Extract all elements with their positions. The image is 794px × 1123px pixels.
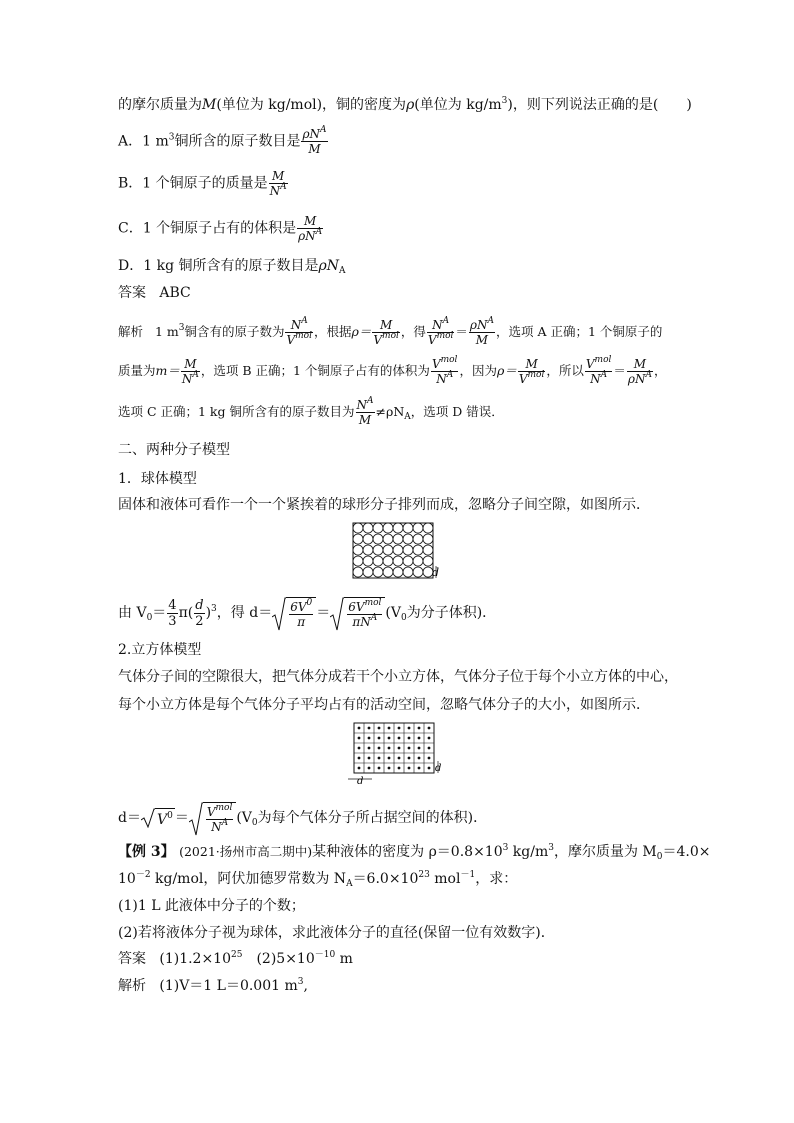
denominator: π xyxy=(297,615,306,629)
analysis-text: ，选项 D 错误． xyxy=(410,404,504,419)
equation-text: V xyxy=(156,811,168,828)
molecule-sphere xyxy=(363,523,373,533)
denominator: V xyxy=(518,372,528,386)
denominator: M xyxy=(358,413,372,427)
option-d xyxy=(118,257,345,275)
analysis-text: ，所以 xyxy=(546,363,584,378)
analysis-text: (1)V＝1 L＝0.001 m xyxy=(159,978,298,994)
stem-text: (单位为 kg/m xyxy=(414,97,502,113)
example-analysis xyxy=(118,977,308,995)
option-label: D．1 kg 铜所含有的原子数目是 xyxy=(118,258,319,274)
equation-text: m＝ xyxy=(155,363,180,378)
molecule-sphere xyxy=(393,545,403,555)
molecule-sphere xyxy=(353,523,363,533)
fraction xyxy=(289,600,313,629)
molecule-sphere xyxy=(383,567,393,577)
sphere-equation xyxy=(118,597,496,629)
fraction xyxy=(372,318,400,347)
example-line-2 xyxy=(118,870,517,888)
molecule-dot xyxy=(378,737,381,740)
denominator: πN xyxy=(352,615,371,629)
radical-sign xyxy=(272,597,286,631)
molecule-sphere xyxy=(393,556,403,566)
molecule-dot xyxy=(408,727,411,730)
fraction xyxy=(469,318,495,347)
fraction xyxy=(167,598,177,629)
fraction xyxy=(301,127,327,156)
cube-root xyxy=(272,597,316,629)
molecule-sphere xyxy=(403,523,413,533)
analysis-text: ≠ρN xyxy=(375,404,405,419)
molecule-dot xyxy=(398,747,401,750)
example-source: (2021·扬州市高二期中) xyxy=(179,844,313,859)
molecule-sphere xyxy=(413,556,423,566)
fraction xyxy=(627,357,653,386)
molecule-dot xyxy=(388,737,391,740)
molecule-sphere xyxy=(423,545,433,555)
option-c xyxy=(118,214,324,243)
subscript: A xyxy=(487,316,494,326)
fraction xyxy=(206,805,234,834)
radical-sign xyxy=(141,808,155,828)
molecule-sphere xyxy=(353,567,363,577)
numerator: d xyxy=(195,597,204,613)
molecule-sphere xyxy=(393,523,403,533)
numerator: M xyxy=(181,357,200,372)
section-heading: 二、两种分子模型 xyxy=(118,442,230,458)
answer-text: m xyxy=(335,951,353,967)
molecule-sphere xyxy=(423,534,433,544)
subscript: 0 xyxy=(167,810,173,821)
molecule-dot xyxy=(388,727,391,730)
paragraph-cube-2: 每个小立方体是每个气体分子平均占有的活动空间，忽略气体分子的大小，如图所示． xyxy=(118,697,650,713)
equation-text: 为分子体积)． xyxy=(406,605,497,621)
molecule-dot xyxy=(398,737,401,740)
subscript: 0 xyxy=(400,613,407,623)
molecule-sphere xyxy=(403,567,413,577)
molecule-dot xyxy=(418,767,421,770)
exponent: 3 xyxy=(211,604,217,614)
question-2: (2)若将液体分子视为球体，求此液体分子的直径(保留一位有效数字)． xyxy=(118,925,555,941)
denominator: ρN xyxy=(627,372,646,386)
subscript: A xyxy=(192,370,199,380)
fraction xyxy=(427,318,455,347)
molecule-dot xyxy=(418,757,421,760)
subscript: A xyxy=(645,370,652,380)
option-text: 铜所含的原子数目是 xyxy=(174,133,301,150)
subscript: A xyxy=(404,412,411,422)
example-text: ，摩尔质量为 M xyxy=(553,844,657,860)
example-text: ，求： xyxy=(475,871,518,887)
subscript: A xyxy=(442,316,450,326)
denominator: N xyxy=(436,372,447,386)
equation-text: π( xyxy=(178,605,194,621)
denominator: V xyxy=(373,333,383,347)
numerator: M xyxy=(518,357,546,372)
exponent: 3 xyxy=(168,132,175,143)
cube-root xyxy=(141,808,175,829)
molecule-sphere xyxy=(403,534,413,544)
numerator: V xyxy=(206,805,216,819)
numerator: 6V xyxy=(348,600,365,614)
analysis-text: ，选项 B 正确；1 个铜原子占有的体积为 xyxy=(200,363,430,378)
option-label: B．1 个铜原子的质量是 xyxy=(118,175,268,192)
denominator: N xyxy=(211,820,222,834)
stem-text: )，则下列说法正确的是( ) xyxy=(507,97,692,113)
exponent: －10 xyxy=(314,950,336,960)
exponent: 23 xyxy=(418,870,430,880)
molecule-sphere xyxy=(423,556,433,566)
numerator: 4 xyxy=(168,597,177,613)
numerator: N xyxy=(356,398,367,412)
numerator: N xyxy=(432,318,443,332)
molecule-dot xyxy=(428,767,431,770)
example-tag: 【例 3】 xyxy=(118,844,175,860)
exponent: 3 xyxy=(297,977,304,987)
numerator: M xyxy=(269,169,288,184)
molecule-dot xyxy=(408,747,411,750)
subsection-sphere: 1．球体模型 xyxy=(118,471,197,487)
exponent: 3 xyxy=(501,96,508,106)
numerator: M xyxy=(297,214,323,229)
molecule-sphere xyxy=(383,534,393,544)
sphere-model-figure xyxy=(350,521,445,583)
molecule-sphere xyxy=(353,545,363,555)
subscript: mol xyxy=(436,331,454,341)
stem-text: (单位为 kg/mol)，铜的密度为 xyxy=(216,97,407,113)
molecule-dot xyxy=(428,747,431,750)
exponent: －2 xyxy=(135,870,151,880)
subscript: 0 xyxy=(306,598,313,608)
exponent: 3 xyxy=(548,843,554,853)
subscript: A xyxy=(367,396,374,406)
question-stem xyxy=(118,96,692,114)
molecule-dot xyxy=(368,727,371,730)
molecule-sphere xyxy=(413,545,423,555)
numerator: 6V xyxy=(290,600,307,614)
subscript: A xyxy=(221,818,229,828)
molecule-dot xyxy=(388,747,391,750)
example-text: ＝6.0×10 xyxy=(352,871,419,887)
cube-model-figure xyxy=(344,721,446,785)
analysis-text: 选项 C 正确；1 kg 铜所含有的原子数目为 xyxy=(118,404,355,419)
numerator: V xyxy=(585,357,595,371)
denominator: N xyxy=(181,372,193,386)
molecule-dot xyxy=(398,757,401,760)
numerator: V xyxy=(431,357,441,371)
molecule-sphere xyxy=(363,556,373,566)
molecule-sphere xyxy=(403,545,413,555)
question-1: (1)1 L 此液体中分子的个数； xyxy=(118,898,305,914)
numerator: ρN xyxy=(469,318,488,332)
paragraph-sphere: 固体和液体可看作一个一个紧挨着的球形分子排列而成，忽略分子间空隙，如图所示． xyxy=(118,497,650,513)
subsection-cube: 2.立方体模型 xyxy=(118,642,202,658)
equation-text: (V xyxy=(236,810,252,826)
molecule-sphere xyxy=(363,545,373,555)
answer-value: ABC xyxy=(159,285,191,301)
dimension-label-d-bottom: d xyxy=(357,776,364,785)
subscript: mol xyxy=(215,803,233,813)
equation-text: ＝ xyxy=(174,810,189,826)
molecule-sphere xyxy=(373,545,383,555)
example-text: kg/mol，阿伏加德罗常数为 N xyxy=(150,871,347,887)
molecule-dot xyxy=(368,757,371,760)
molecule-dot xyxy=(428,737,431,740)
analysis-text: 铜含有的原子数为 xyxy=(184,324,285,339)
option-label: C．1 个铜原子占有的体积是 xyxy=(118,220,297,237)
fraction xyxy=(297,214,323,243)
cube-root xyxy=(330,597,385,629)
subscript: A xyxy=(600,370,608,380)
molecule-dot xyxy=(398,727,401,730)
analysis-text: 质量为 xyxy=(118,363,156,378)
option-b xyxy=(118,169,289,198)
subscript: A xyxy=(338,266,346,276)
subscript: 0 xyxy=(251,818,258,828)
subscript: 0 xyxy=(656,852,663,862)
exponent: 3 xyxy=(502,843,509,853)
denominator: ρN xyxy=(298,229,316,243)
example-text: 10 xyxy=(118,871,136,887)
molecule-sphere xyxy=(373,534,383,544)
subscript: mol xyxy=(382,331,399,341)
molecule-dot xyxy=(398,767,401,770)
denominator: N xyxy=(269,184,281,198)
subscript: A xyxy=(320,125,327,135)
denominator: N xyxy=(590,372,601,386)
answer-text: (2)5×10 xyxy=(242,951,315,967)
cube-grid xyxy=(354,723,434,773)
molecule-dot xyxy=(358,767,361,770)
denominator: V xyxy=(427,333,437,347)
equation-text: 由 V xyxy=(118,605,147,621)
denominator: 2 xyxy=(195,613,204,629)
option-a xyxy=(118,127,329,156)
subscript: mol xyxy=(594,355,612,365)
molecule-sphere xyxy=(353,556,363,566)
equation-text: d＝ xyxy=(118,810,141,826)
subscript: A xyxy=(280,182,287,192)
analysis-line-1: 解析 1 $m^3$铜含有的原子数为 $\frac{N^A}{V^{mol}}$ ，根据ρ＝ $\frac{M}{V^{mol}}$ ，得 $\frac{N^A}{V^{mol}}$ ＝ $\frac{\rho N^A}{M}$ ，选项 A 正确；1 个铜原子的 xyxy=(118,316,663,347)
equation-text: ＝ xyxy=(316,605,331,621)
molecule-sphere xyxy=(373,556,383,566)
numerator: M xyxy=(372,318,400,333)
molecule-sphere xyxy=(363,534,373,544)
exponent: 25 xyxy=(231,950,243,960)
analysis-label: 解析 xyxy=(118,324,144,339)
fraction xyxy=(194,598,204,629)
example-text: mol xyxy=(429,871,461,887)
exponent: －1 xyxy=(460,870,476,880)
molecule-dot xyxy=(358,757,361,760)
subscript: mol xyxy=(527,370,545,380)
denominator: V xyxy=(286,333,296,347)
molecule-dot xyxy=(368,747,371,750)
subscript: 0 xyxy=(146,613,153,623)
equation-text: (V xyxy=(385,605,401,621)
example-text: ＝4.0× xyxy=(662,844,711,860)
option-value: ρN xyxy=(318,258,339,274)
analysis-line-2: 质量为m＝ $\frac{M}{N^A}$ ，选项 B 正确；1 个铜原子占有的体积为 $\frac{V^{mol}}{N^A}$ ，因为ρ＝ $\frac{M}{V^{mol}}$ ，所以 $\frac{V^{mol}}{N^A}$ ＝ $\frac{M}{\rho N^A}$ ， xyxy=(118,355,667,386)
molecule-sphere xyxy=(413,567,423,577)
subscript: A xyxy=(346,879,353,889)
sphere-grid xyxy=(353,523,433,577)
molecule-sphere xyxy=(373,523,383,533)
molecule-sphere xyxy=(423,523,433,533)
fraction xyxy=(431,357,459,386)
denominator: 3 xyxy=(168,613,177,629)
cube-root xyxy=(189,802,237,834)
molecule-dot xyxy=(378,747,381,750)
molecule-sphere xyxy=(383,556,393,566)
molecule-dot xyxy=(408,737,411,740)
analysis-label: 解析 xyxy=(118,978,146,994)
symbol-rho: ρ xyxy=(406,97,415,113)
example-text: kg/m xyxy=(508,844,549,860)
molecule-sphere xyxy=(383,523,393,533)
equation-text: ) xyxy=(205,605,212,621)
subscript: A xyxy=(301,316,308,326)
answer-text: (1)1.2×10 xyxy=(159,951,231,967)
analysis-text: ，因为 xyxy=(459,363,497,378)
subscript: mol xyxy=(440,355,458,365)
answer-label: 答案 xyxy=(118,951,146,967)
fraction xyxy=(269,169,288,198)
molecule-sphere xyxy=(373,567,383,577)
fraction xyxy=(285,318,313,347)
molecule-sphere xyxy=(393,567,403,577)
equation-text: 为每个气体分子所占据空间的体积)． xyxy=(257,810,488,826)
dimension-label-d-right: d xyxy=(435,763,442,774)
molecule-sphere xyxy=(403,556,413,566)
subscript: mol xyxy=(364,598,382,608)
molecule-sphere xyxy=(383,545,393,555)
molecule-dot xyxy=(388,767,391,770)
molecule-dot xyxy=(368,767,371,770)
cube-equation xyxy=(118,802,487,834)
molecule-dot xyxy=(418,737,421,740)
molecule-sphere xyxy=(413,523,423,533)
molecule-dot xyxy=(378,767,381,770)
answer-line xyxy=(118,284,191,302)
radical-sign xyxy=(330,597,344,631)
molecule-sphere xyxy=(393,534,403,544)
option-label: A．1 m xyxy=(118,133,169,150)
molecule-dot xyxy=(408,757,411,760)
fraction xyxy=(356,398,375,427)
molecule-dot xyxy=(428,757,431,760)
radical-sign xyxy=(189,802,203,836)
equation-text: ，得 d＝ xyxy=(216,605,273,621)
answer-label: 答案 xyxy=(118,285,146,301)
analysis-text: ，得 xyxy=(400,324,426,339)
exponent: 3 xyxy=(178,323,185,333)
molecule-sphere xyxy=(353,534,363,544)
molecule-dot xyxy=(428,727,431,730)
molecule-dot xyxy=(378,757,381,760)
molecule-dot xyxy=(418,747,421,750)
analysis-line-3 xyxy=(118,398,504,427)
dimension-label-d: d xyxy=(432,566,440,579)
molecule-sphere xyxy=(363,567,373,577)
molecule-dot xyxy=(358,747,361,750)
molecule-dot xyxy=(418,727,421,730)
analysis-text: ，根据 xyxy=(313,324,352,339)
stem-text: 的摩尔质量为 xyxy=(118,97,202,113)
numerator: M xyxy=(627,357,653,372)
molecule-sphere xyxy=(413,534,423,544)
fraction xyxy=(181,357,200,386)
fraction xyxy=(518,357,546,386)
analysis-text: 1 m xyxy=(154,324,179,339)
subscript: mol xyxy=(295,331,312,341)
analysis-text: , xyxy=(303,978,308,994)
molecule-dot xyxy=(358,737,361,740)
numerator: ρN xyxy=(302,127,321,141)
subscript: A xyxy=(446,370,454,380)
molecule-dot xyxy=(388,757,391,760)
analysis-text: ，选项 A 正确；1 个铜原子的 xyxy=(495,324,663,339)
equation-text: ρ＝ xyxy=(351,324,372,339)
fraction xyxy=(347,600,382,629)
equation-text: ρ＝ xyxy=(496,363,517,378)
paragraph-cube-1: 气体分子间的空隙很大，把气体分成若干个小立方体，气体分子位于每个小立方体的中心， xyxy=(118,669,678,685)
subscript: A xyxy=(370,613,378,623)
denominator: M xyxy=(308,142,321,156)
molecule-dot xyxy=(378,727,381,730)
example-text: 某种液体的密度为 ρ＝0.8×10 xyxy=(312,844,503,860)
example-answer xyxy=(118,950,353,968)
symbol-M: M xyxy=(202,97,217,113)
molecule-dot xyxy=(408,767,411,770)
molecule-dot xyxy=(368,737,371,740)
numerator: N xyxy=(290,318,302,332)
example-line-1 xyxy=(118,843,711,861)
subscript: A xyxy=(315,227,323,237)
equation-text: ＝ xyxy=(152,605,167,621)
denominator: M xyxy=(475,333,489,347)
molecule-dot xyxy=(358,727,361,730)
fraction xyxy=(585,357,613,386)
